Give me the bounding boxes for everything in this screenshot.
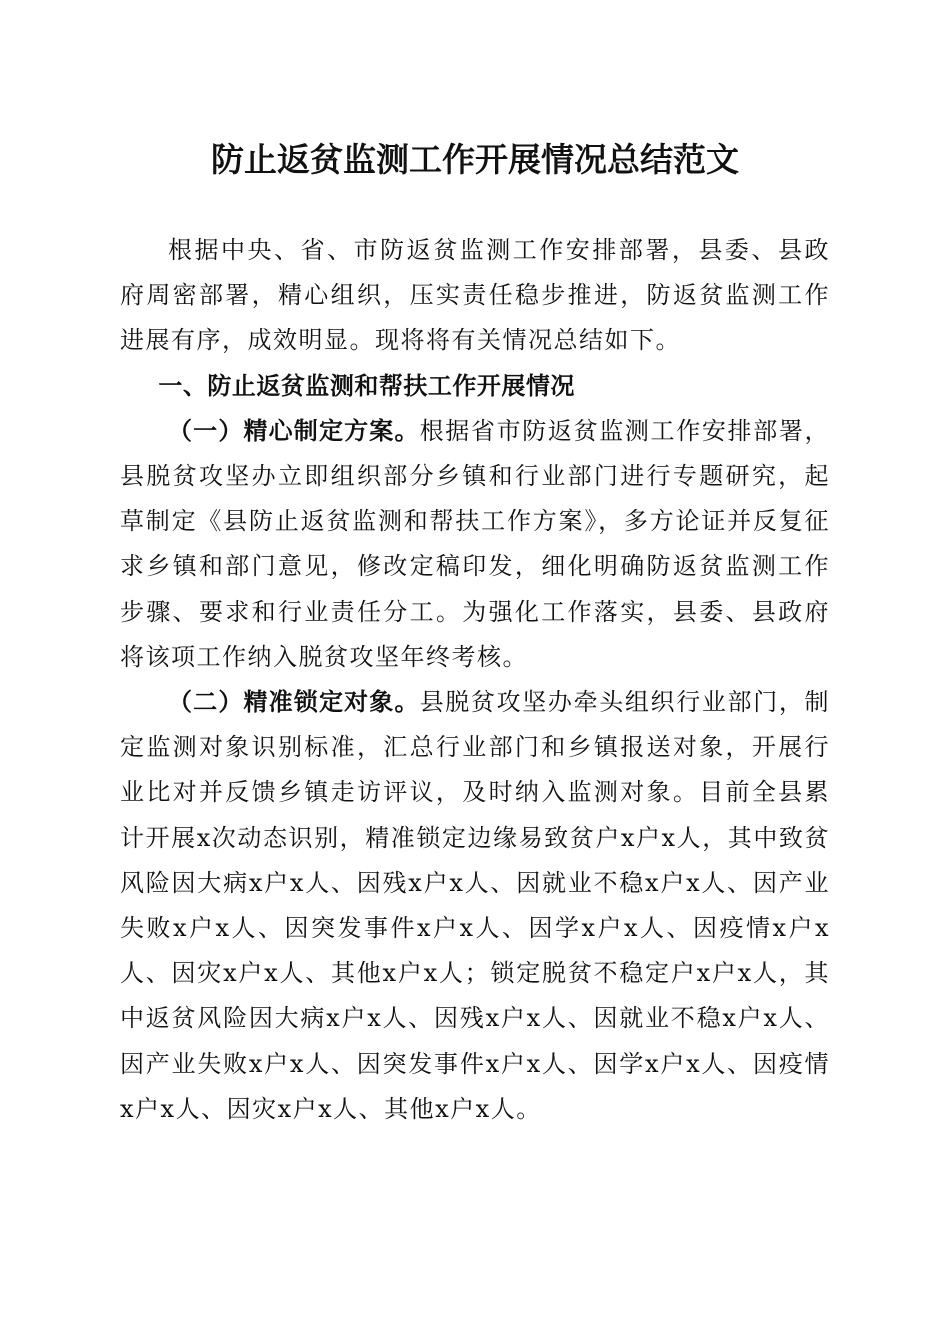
- document-body: [120, 228, 830, 1132]
- item-1-lead: （一）精心制定方案。: [168, 416, 420, 445]
- section-heading: 一、防止返贫监测和帮扶工作开展情况: [158, 371, 575, 400]
- item-2-text: 县脱贫攻坚办牵头组织行业部门，制定监测对象识别标准，汇总行业部门和乡镇报送对象，开展行业比对并反馈乡镇走访评议，及时纳入监测对象。目前全县累计开展x次动态识别，精准锁定边缘易致贫户x户x人，其中致贫风险因大病x户x人、因残x户x人、因就业不稳x户x人、因产业失败x户x人、因突发事件x户x人、因学x户x人、因疫情x户x人、因灾x户x人、其他x户x人；锁定脱贫不稳定户x户x人，其中返贫风险因大病x户x人、因残x户x人、因就业不稳x户x人、因产业失败x户x人、因突发事件x户x人、因学x户x人、因疫情x户x人、因灾x户x人、其他x户x人。: [120, 688, 831, 1123]
- item-2-lead: （二）精准锁定对象。: [168, 688, 420, 717]
- item-2-paragraph: [120, 680, 830, 1132]
- intro-paragraph: 根据中央、省、市防返贫监测工作安排部署，县委、县政府周密部署，精心组织，压实责任稳步推进，防返贫监测工作进展有序，成效明显。现将将有关情况总结如下。: [120, 236, 830, 355]
- item-1-paragraph: [120, 409, 830, 680]
- item-1-text: 根据省市防返贫监测工作安排部署，县脱贫攻坚办立即组织部分乡镇和行业部门进行专题研究，起草制定《县防止返贫监测和帮扶工作方案》，多方论证并反复征求乡镇和部门意见，修改定稿印发，细化明确防返贫监测工作步骤、要求和行业责任分工。为强化工作落实，县委、县政府将该项工作纳入脱贫攻坚年终考核。: [120, 416, 831, 671]
- document-title: 防止返贫监测工作开展情况总结范文: [211, 140, 739, 179]
